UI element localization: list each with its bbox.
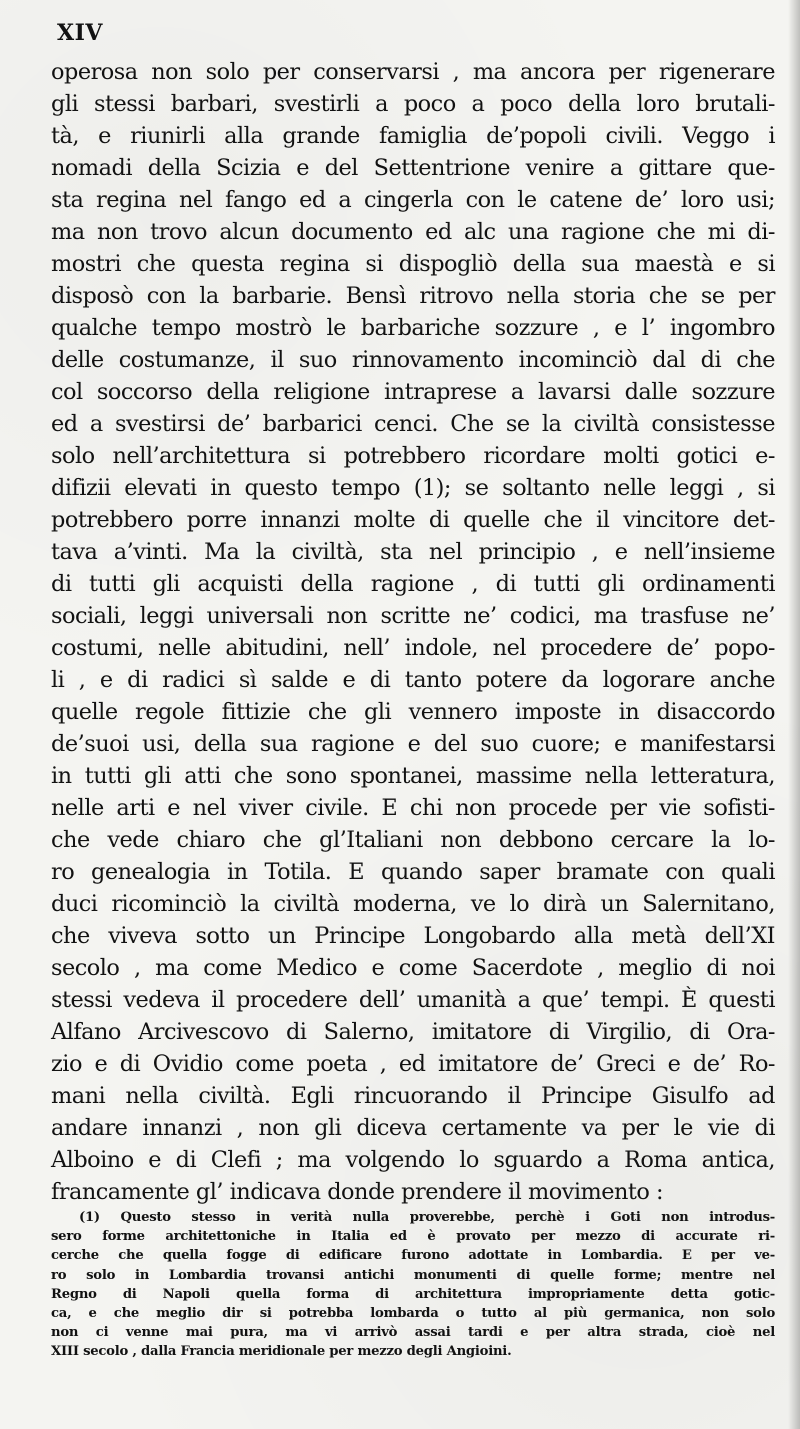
footnote-line: sero forme architettoniche in Italia ed è provato per mezzo di accurate ri- (51, 1229, 775, 1245)
body-line: Alfano Arcivescovo di Salerno, imitatore di Virgilio, di Ora- (51, 1019, 775, 1045)
body-line: costumi, nelle abitudini, nell’ indole, nel procedere de’ popo- (51, 635, 775, 661)
footnote-line: Regno di Napoli quella forma di architettura impropriamente detta gotic- (51, 1286, 775, 1302)
body-line: nelle arti e nel viver civile. E chi non procede per vie sofisti- (51, 795, 775, 821)
body-line: difizii elevati in questo tempo (1); se soltanto nelle leggi , si (51, 475, 775, 501)
body-line: de’suoi usi, della sua ragione e del suo cuore; e manifestarsi (51, 731, 775, 757)
body-line: duci ricominciò la civiltà moderna, ve lo dirà un Salernitano, (51, 891, 775, 917)
page-number: XIV (57, 20, 103, 46)
footnote-line: cerche che quella fogge di edificare furono adottate in Lombardia. E per ve- (51, 1248, 775, 1264)
body-line: Alboino e di Clefi ; ma volgendo lo sguardo a Roma antica, (51, 1147, 775, 1173)
footnote-line: ro solo in Lombardia trovansi antichi monumenti di quelle forme; mentre nel (51, 1267, 775, 1283)
body-line: potrebbero porre innanzi molte di quelle che il vincitore det- (51, 507, 775, 533)
body-line: solo nell’architettura si potrebbero ricordare molti gotici e- (51, 443, 775, 469)
body-line: nomadi della Scizia e del Settentrione venire a gittare que- (51, 155, 775, 181)
footnote-line: non ci venne mai pura, ma vi arrivò assai tardi e per altra strada, cioè nel (51, 1325, 775, 1341)
body-line: col soccorso della religione intraprese a lavarsi dalle sozzure (51, 379, 775, 405)
body-line: disposò con la barbarie. Bensì ritrovo nella storia che se per (51, 283, 775, 309)
body-line: ed a svestirsi de’ barbarici cenci. Che se la civiltà consistesse (51, 411, 775, 437)
footnote (51, 1208, 775, 1362)
body-line: zio e di Ovidio come poeta , ed imitatore de’ Greci e de’ Ro- (51, 1051, 775, 1077)
body-line: sta regina nel fango ed a cingerla con le catene de’ loro usi; (51, 187, 775, 213)
body-line: che viveva sotto un Principe Longobardo alla metà dell’XI (51, 923, 775, 949)
body-line: secolo , ma come Medico e come Sacerdote , meglio di noi (51, 955, 775, 981)
body-line: francamente gl’ indicava donde prendere il movimento : (51, 1179, 664, 1205)
body-line: di tutti gli acquisti della ragione , di tutti gli ordinamenti (51, 571, 775, 597)
body-line: quelle regole fittizie che gli vennero imposte in disaccordo (51, 699, 775, 725)
body-line: mani nella civiltà. Egli rincuorando il Principe Gisulfo ad (51, 1083, 775, 1109)
body-line: ma non trovo alcun documento ed alc una ragione che mi di- (51, 219, 775, 245)
body-line: tava a’vinti. Ma la civiltà, sta nel principio , e nell’insieme (51, 539, 775, 565)
body-line: delle costumanze, il suo rinnovamento incominciò dal di che (51, 347, 775, 373)
body-line: in tutti gli atti che sono spontanei, massime nella letteratura, (51, 763, 775, 789)
body-line: ro genealogia in Totila. E quando saper bramate con quali (51, 859, 775, 885)
body-line: operosa non solo per conservarsi , ma ancora per rigenerare (51, 59, 775, 85)
body-line: stessi vedeva il procedere dell’ umanità a que’ tempi. È questi (51, 987, 775, 1013)
main-text (51, 56, 775, 1208)
footnote-line: ca, e che meglio dir si potrebba lombarda o tutto al più germanica, non solo (51, 1305, 775, 1321)
body-line: gli stessi barbari, svestirli a poco a poco della loro brutali- (51, 91, 775, 117)
body-line: che vede chiaro che gl’Italiani non debbono cercare la lo- (51, 827, 775, 853)
bleed-through-text (735, 1127, 795, 1327)
footnote-line: (1) Questo stesso in verità nulla proverebbe, perchè i Goti non introdus- (79, 1210, 775, 1225)
body-line: li , e di radici sì salde e di tanto potere da logorare anche (51, 667, 775, 693)
body-line: qualche tempo mostrò le barbariche sozzure , e l’ ingombro (51, 315, 775, 341)
body-line: andare innanzi , non gli diceva certamente va per le vie di (51, 1115, 775, 1141)
body-line: tà, e riunirli alla grande famiglia de’popoli civili. Veggo i (51, 123, 775, 149)
body-line: sociali, leggi universali non scritte ne’ codici, ma trasfuse ne’ (51, 603, 775, 629)
footnote-line: XIII secolo , dalla Francia meridionale per mezzo degli Angioini. (51, 1344, 512, 1360)
body-line: mostri che questa regina si dispogliò della sua maestà e si (51, 251, 775, 277)
